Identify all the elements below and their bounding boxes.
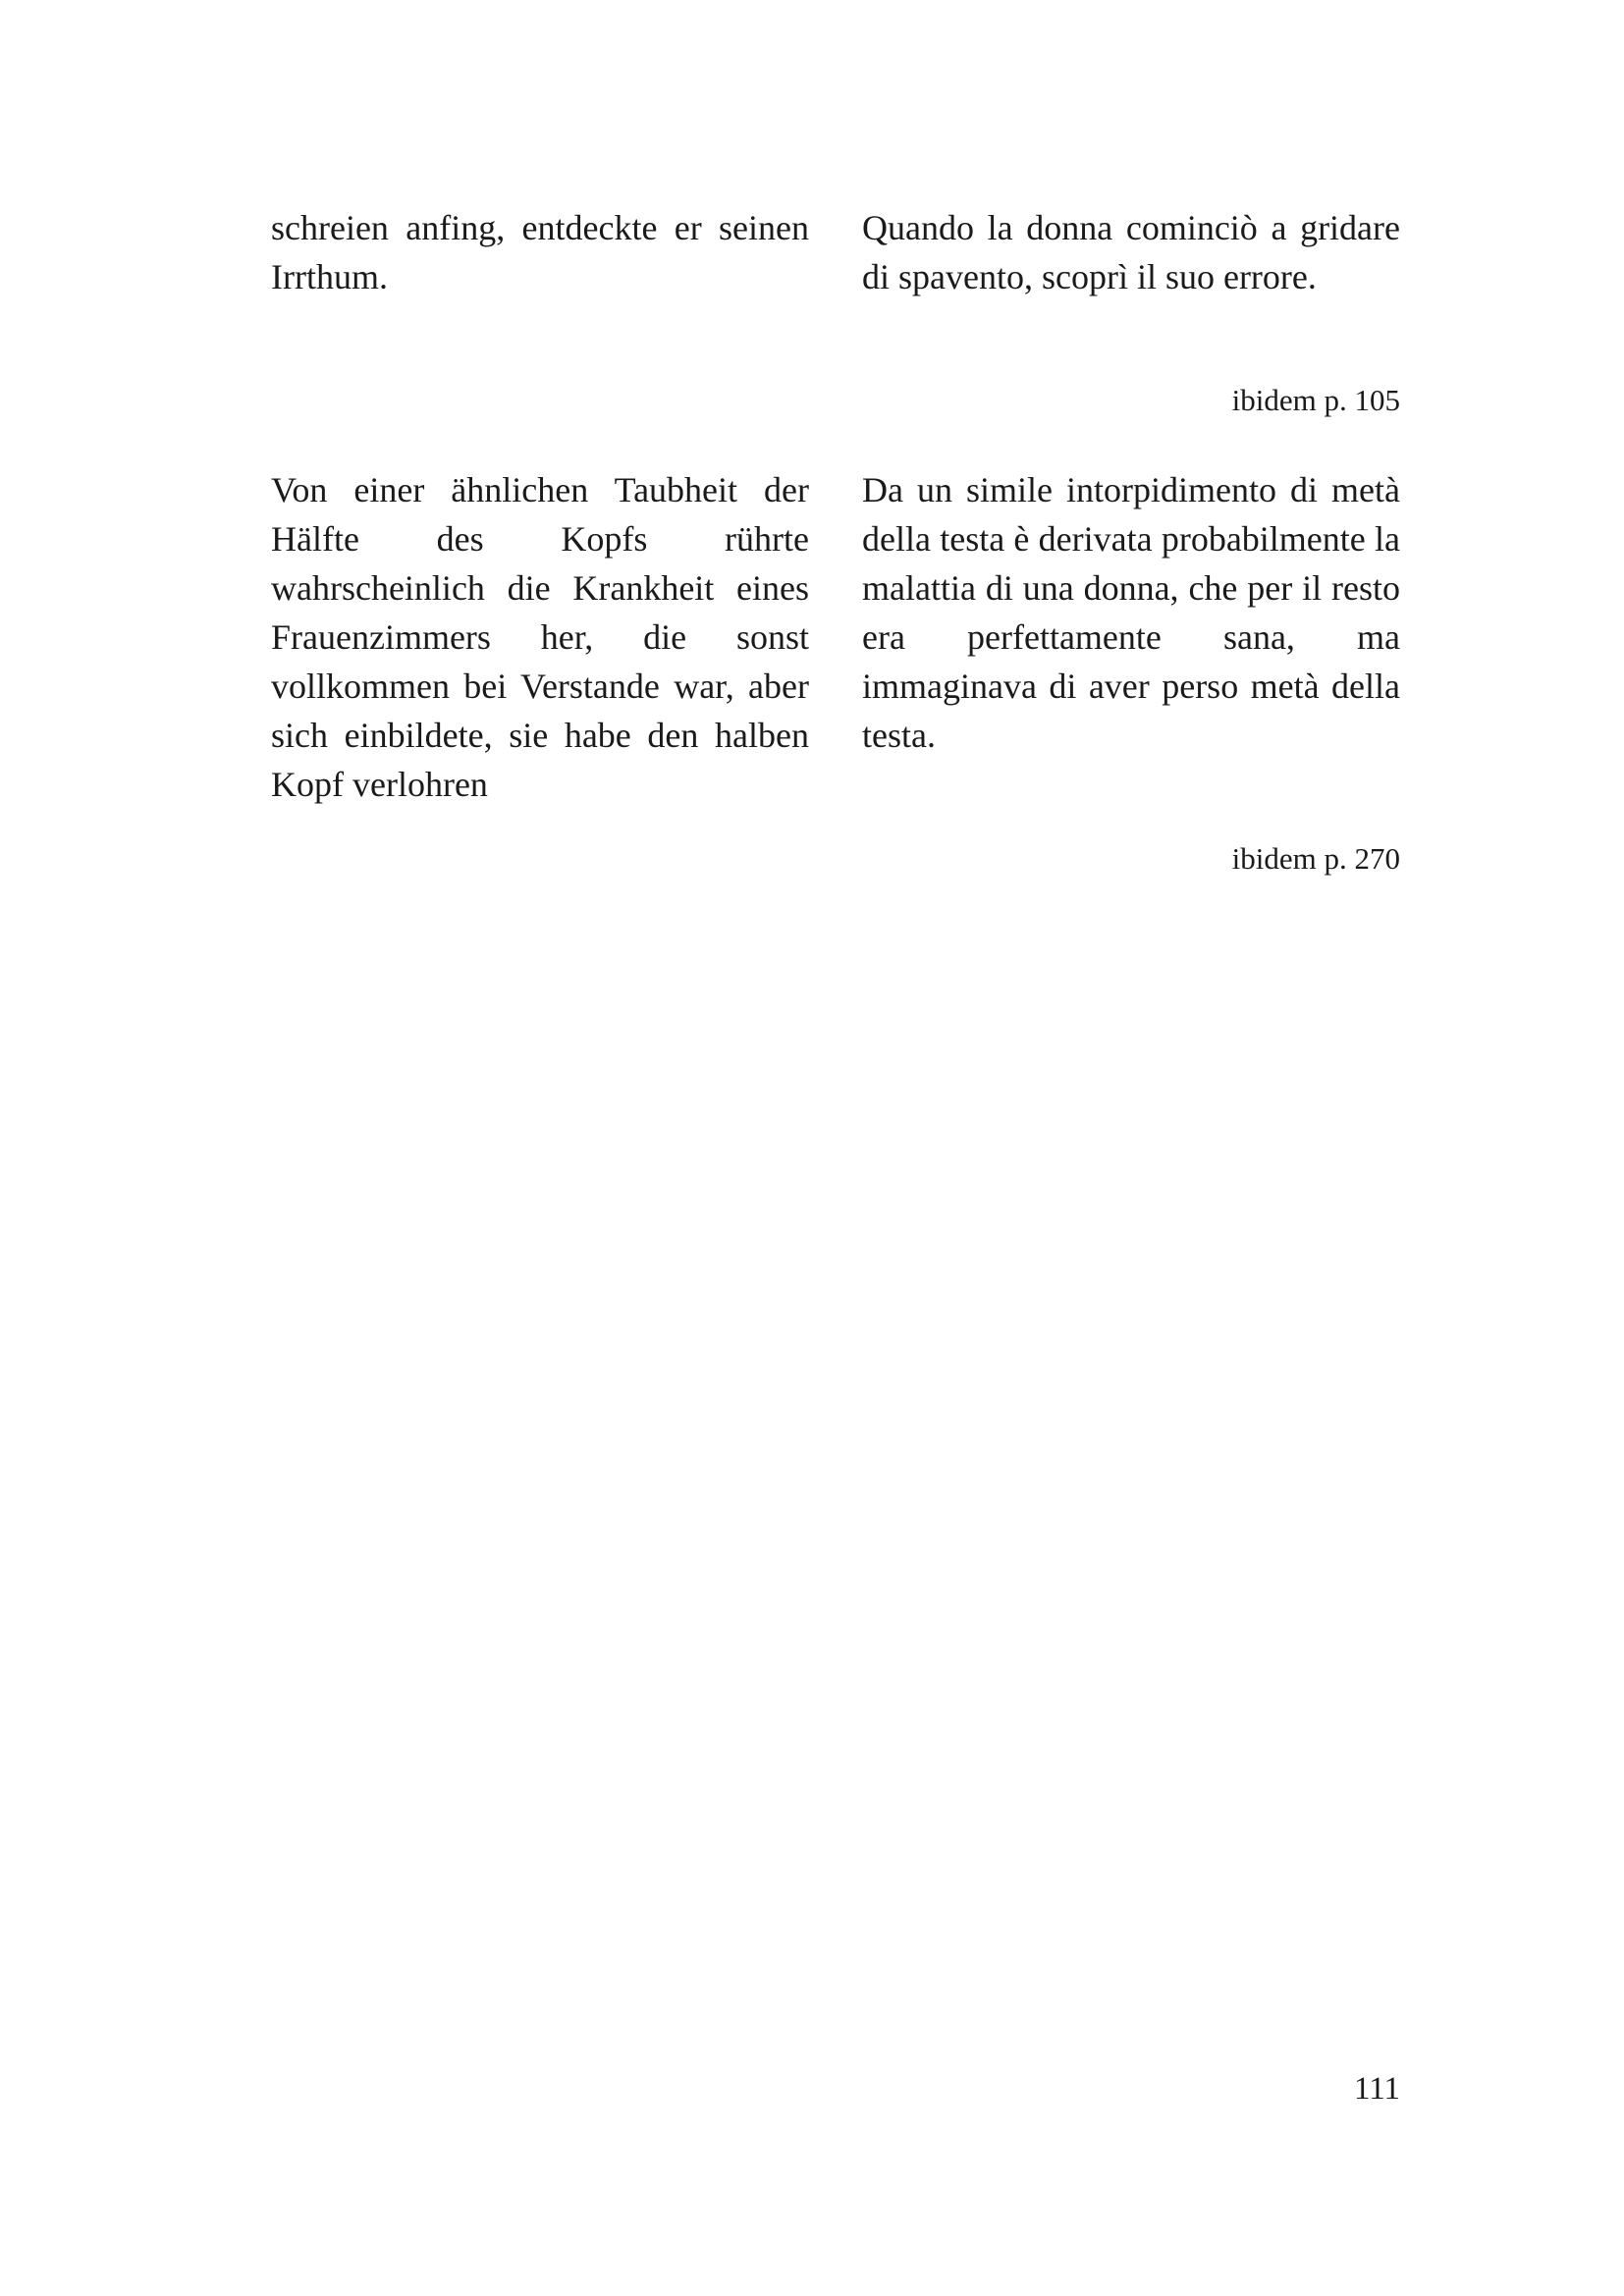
page-number: 111 [1353, 2071, 1400, 2107]
passage-1-citation: ibidem p. 105 [1231, 383, 1400, 417]
passage-2 [271, 465, 1400, 809]
passage-1 [271, 203, 1400, 301]
passage-2-italian-text: Da un simile intorpidimento di metà della testa è derivata probabilmente la malattia di una donna, che per il resto era perfettamente sana, ma immaginava di aver perso metà della testa. [862, 470, 1400, 755]
passage-2-german-text: Von einer ähnlichen Taubheit der Hälfte des Kopfs rührte wahrscheinlich die Krankheit eines Frauenzimmers her, die sonst vollkommen bei Verstande war, aber sich einbildete, sie habe den halben Kopf verlohren [271, 470, 809, 804]
passage-1-german-text: schreien anfing, entdeckte er seinen Irrthum. [271, 208, 809, 296]
passage-2-citation: ibidem p. 270 [1231, 841, 1400, 876]
passage-1-italian-text: Quando la donna cominciò a gridare di spavento, scoprì il suo errore. [862, 208, 1400, 296]
